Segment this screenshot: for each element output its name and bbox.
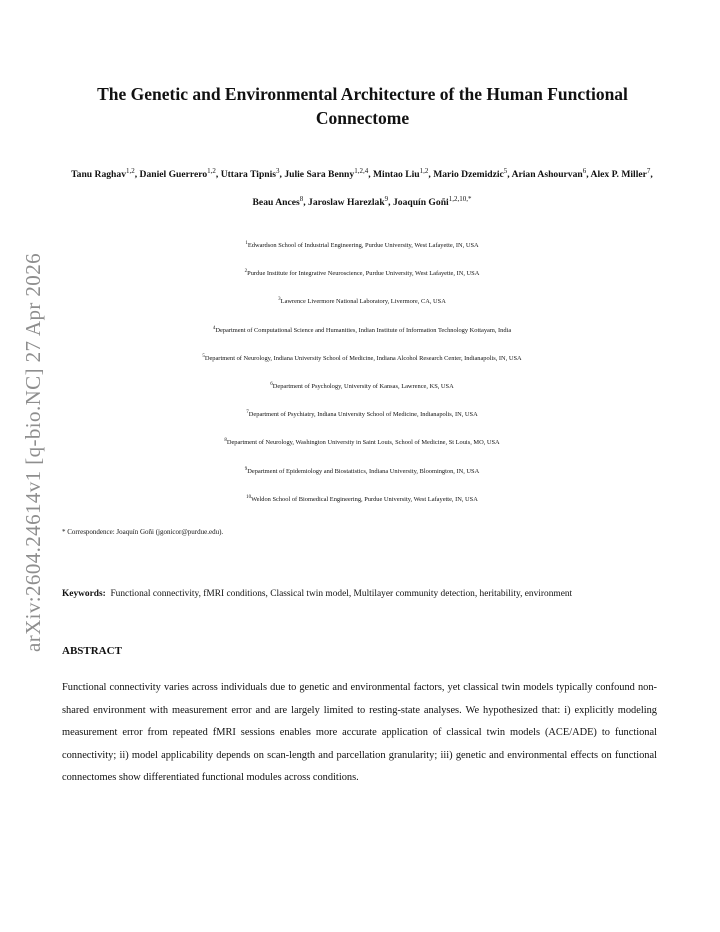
- author: [591, 169, 651, 180]
- author-name: Joaquín Goñi: [392, 197, 449, 209]
- author-name: Julie Sara Benny: [284, 169, 355, 181]
- affiliation: [62, 352, 662, 380]
- author: [393, 197, 471, 208]
- affiliation-number: 2: [244, 269, 248, 275]
- author-name: Arian Ashourvan: [511, 169, 583, 181]
- affiliation-text: Department of Psychiatry, Indiana University School of Medicine, Indianapolis, IN, USA: [248, 411, 478, 419]
- affiliation: [62, 324, 662, 352]
- affiliation: [62, 295, 662, 323]
- author-name: Uttara Tipnis: [220, 169, 277, 181]
- affiliation-text: Weldon School of Biomedical Engineering, Purdue University, West Lafayette, IN, USA: [251, 495, 478, 503]
- abstract-text: Functional connectivity varies across individuals due to genetic and environmental factors, yet classical twin models typically confound non-shared environment with measurement error and are largely limited to resting-state analyses. We hypothesized that: i) explicitly modeling measurement error from repeated fMRI sessions enables more accurate application of classical twin models (ACE/ADE) to functional connectivity; ii) model applicability depends on scan-length and parcellation granularity; iii) genetic and environmental effects on functional connectomes show differentiated functional modules across conditions.: [62, 682, 657, 784]
- arxiv-sidebar: [14, 222, 54, 682]
- affiliation: [62, 408, 662, 436]
- affiliation-text: Department of Neurology, Washington University in Saint Louis, School of Medicine, St Louis, MO, USA: [226, 439, 500, 447]
- keywords-label: Keywords:: [62, 589, 106, 599]
- author-affiliation-marker: 9: [384, 195, 389, 204]
- affiliation-number: 5: [202, 353, 205, 359]
- author: [284, 169, 368, 180]
- author: [221, 169, 280, 180]
- affiliation-text: Department of Computational Science and Humanities, Indian Institute of Information Technology Kottayam, India: [215, 326, 512, 334]
- author: [373, 169, 428, 180]
- affiliation-number: 7: [246, 410, 249, 416]
- affiliation: [62, 239, 662, 267]
- affiliation: [62, 465, 662, 493]
- author-name: Beau Ances: [252, 197, 300, 209]
- affiliation-number: 10: [246, 494, 252, 500]
- affiliation-text: Department of Neurology, Indiana University School of Medicine, Indiana Alcohol Research Center, Indianapolis, IN, USA: [204, 354, 522, 362]
- author-name: Jaroslaw Harezlak: [308, 197, 385, 209]
- affiliation: [62, 493, 662, 521]
- author-affiliation-marker: 1,2: [126, 167, 135, 175]
- author: [140, 169, 216, 180]
- affiliation-number: 8: [224, 438, 227, 444]
- author-affiliation-marker: 8: [299, 195, 304, 204]
- author-affiliation-marker: 6: [582, 167, 587, 175]
- author-name: Mintao Liu: [372, 169, 420, 181]
- affiliation: [62, 267, 662, 295]
- author: [433, 169, 507, 180]
- arxiv-identifier: arXiv:2604.24614v1 [q-bio.NC] 27 Apr 2026: [21, 252, 46, 652]
- affiliation-text: Edwardson School of Industrial Engineering, Purdue University, West Lafayette, IN, USA: [247, 242, 479, 250]
- author-affiliation-marker: 1,2: [419, 167, 429, 175]
- affiliation-text: Department of Epidemiology and Biostatistics, Indiana University, Bloomington, IN, USA: [247, 467, 480, 475]
- keywords-section: [62, 583, 657, 605]
- author-name: Daniel Guerrero: [139, 169, 208, 181]
- author: [308, 197, 388, 208]
- keywords-text: Functional connectivity, fMRI conditions, Classical twin model, Multilayer community detection, heritability, environment: [110, 589, 573, 599]
- author-affiliation-marker: 7: [646, 167, 651, 175]
- abstract-heading: ABSTRACT: [62, 645, 122, 657]
- correspondence-note: * Correspondence: Joaquín Goñi (jgonicor@purdue.edu).: [62, 528, 224, 536]
- author-affiliation-marker: 5: [503, 167, 508, 175]
- author-affiliation-marker: 1,2,10,*: [448, 195, 472, 204]
- affiliation-number: 6: [270, 381, 273, 387]
- author-affiliation-marker: 1,2,4: [354, 167, 369, 175]
- author: [253, 197, 304, 208]
- affiliation: [62, 436, 662, 464]
- affiliation-number: 3: [278, 297, 281, 303]
- author-name: Tanu Raghav: [71, 169, 126, 181]
- author-affiliation-marker: 1,2: [207, 167, 216, 175]
- paper-title: The Genetic and Environmental Architecture of the Human Functional Connectome: [97, 84, 628, 128]
- affiliation-number: 9: [244, 466, 248, 472]
- affiliation-text: Department of Psychology, University of Kansas, Lawrence, KS, USA: [272, 383, 454, 391]
- affiliation-number: 4: [212, 325, 216, 331]
- affiliation-text: Lawrence Livermore National Laboratory, Livermore, CA, USA: [280, 298, 446, 306]
- author-affiliation-marker: 3: [276, 167, 280, 175]
- author: [71, 169, 135, 180]
- author-list: Tanu Raghav$^{1,2}$, Daniel Guerrero$^{1,2}$, Uttara Tipnis$^3$, Julie Sara Benny$^{1,2,4}$, Mintao Liu$^{1,2}$, Mario Dzemidzic$^5$, Arian Ashourvan$^6$, Alex P. Miller$^7$, Beau Ances$^8$, Jaroslaw Harezlak$^9$, Joaquín Goñi$^{1,2,10,*}$: [71, 167, 653, 209]
- affiliation: [62, 380, 662, 408]
- author: [512, 169, 587, 180]
- affiliation-number: 1: [245, 241, 248, 246]
- author-name: Alex P. Miller: [590, 169, 647, 181]
- author-name: Mario Dzemidzic: [433, 169, 504, 181]
- affiliation-text: Purdue Institute for Integrative Neuroscience, Purdue University, West Lafayette, IN, USA: [247, 270, 480, 278]
- affiliation-list: [62, 239, 662, 521]
